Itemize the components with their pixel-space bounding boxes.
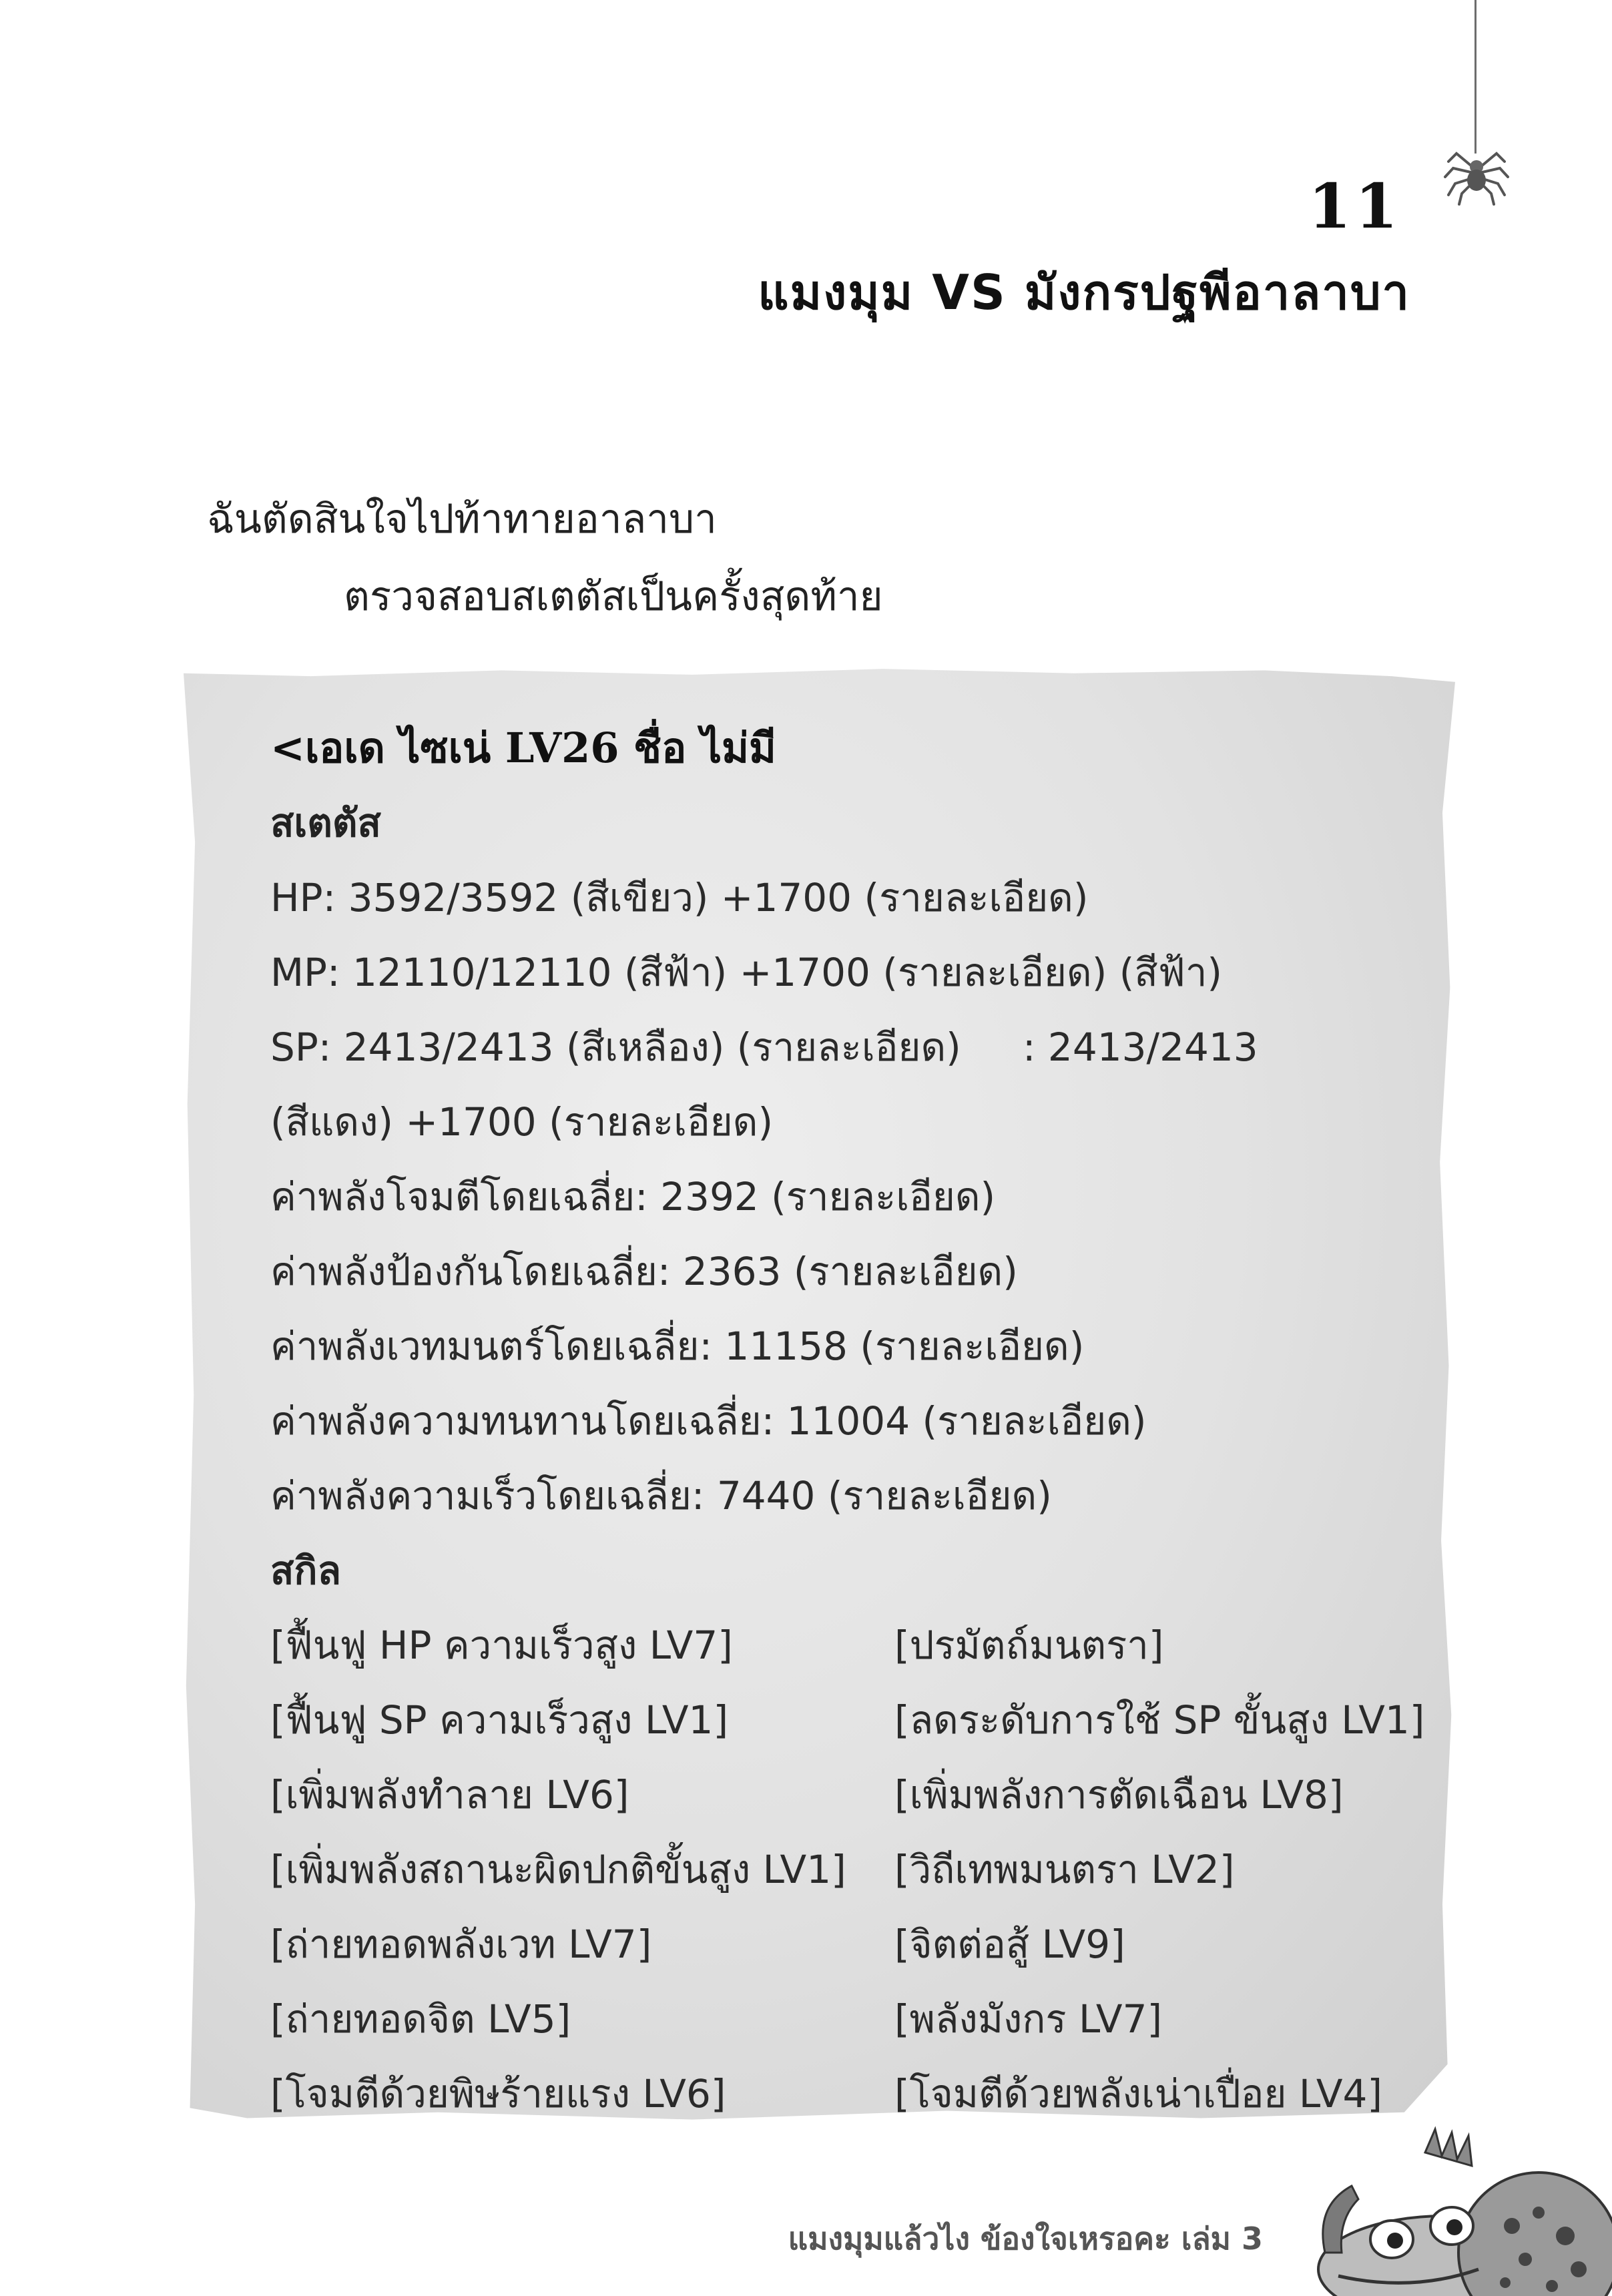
skill-item: [โจมตีด้วยพิษร้ายแรง LV6] — [270, 2071, 726, 2116]
skills-list — [270, 1608, 1428, 2131]
skill-item: [เพิ่มพลังการตัดเฉือน LV8] — [894, 1772, 1344, 1817]
skill-item: [โจมตีด้วยพลังเน่าเปื่อย LV4] — [894, 2071, 1383, 2116]
skill-item: [ถ่ายทอดจิต LV5] — [270, 1996, 571, 2042]
chapter-title: แมงมุม VS มังกรปฐพีอาลาบา — [758, 264, 1410, 320]
stat-line: ค่าพลังความเร็วโดยเฉลี่ย: 7440 (รายละเอียด) — [270, 1473, 1052, 1518]
status-window — [270, 711, 1428, 2131]
skill-item: [จิตต่อสู้ LV9] — [894, 1922, 1125, 1967]
stat-line: ค่าพลังเวทมนตร์โดยเฉลี่ย: 11158 (รายละเอียด) — [270, 1324, 1085, 1369]
skill-item: [พลังมังกร LV7] — [894, 1996, 1163, 2042]
skill-item: [วิถีเทพมนตรา LV2] — [894, 1847, 1235, 1892]
spider-thread — [1474, 0, 1476, 154]
status-title: <เอเด ไซเน่ LV26 ชื่อ ไม่มี — [270, 724, 776, 772]
stat-line: (สีแดง) +1700 (รายละเอียด) — [270, 1099, 774, 1145]
stat-line: HP: 3592/3592 (สีเขียว) +1700 (รายละเอียด) — [270, 875, 1089, 920]
skill-item: [ถ่ายทอดพลังเวท LV7] — [270, 1922, 652, 1967]
footer-book-title: แมงมุมแล้วไง ข้องใจเหรอคะ เล่ม 3 — [788, 2221, 1263, 2257]
stat-line: ค่าพลังความทนทานโดยเฉลี่ย: 11004 (รายละเอียด) — [270, 1398, 1147, 1444]
skill-item: [ลดระดับการใช้ SP ขั้นสูง LV1] — [894, 1697, 1425, 1743]
skill-item: [เพิ่มพลังทำลาย LV6] — [270, 1772, 629, 1817]
stat-line: SP: 2413/2413 (สีเหลือง) (รายละเอียด) : 2413/2413 — [270, 1025, 1258, 1070]
skills-heading: สกิล — [270, 1548, 342, 1593]
stat-line: MP: 12110/12110 (สีฟ้า) +1700 (รายละเอียด) (สีฟ้า) — [270, 950, 1223, 995]
spider-icon — [1443, 140, 1510, 207]
intro-paragraph — [207, 481, 883, 635]
chapter-number: 11 — [1308, 170, 1402, 242]
stats-heading: สเตตัส — [270, 800, 381, 846]
intro-line-1: ฉันตัดสินใจไปท้าทายอาลาบา — [207, 496, 717, 543]
stat-line: ค่าพลังโจมตีโดยเฉลี่ย: 2392 (รายละเอียด) — [270, 1174, 996, 1219]
skill-item: [ฟื้นฟู SP ความเร็วสูง LV1] — [270, 1697, 729, 1743]
skill-item: [เพิ่มพลังสถานะผิดปกติขั้นสูง LV1] — [270, 1847, 846, 1892]
frog-mascot-illustration — [1312, 2126, 1612, 2296]
skill-item: [ฟื้นฟู HP ความเร็วสูง LV7] — [270, 1623, 733, 1668]
stat-line: ค่าพลังป้องกันโดยเฉลี่ย: 2363 (รายละเอียด) — [270, 1249, 1018, 1294]
intro-line-2: ตรวจสอบสเตตัสเป็นครั้งสุดท้าย — [344, 573, 883, 620]
skill-item: [ปรมัตถ์มนตรา] — [894, 1623, 1164, 1668]
